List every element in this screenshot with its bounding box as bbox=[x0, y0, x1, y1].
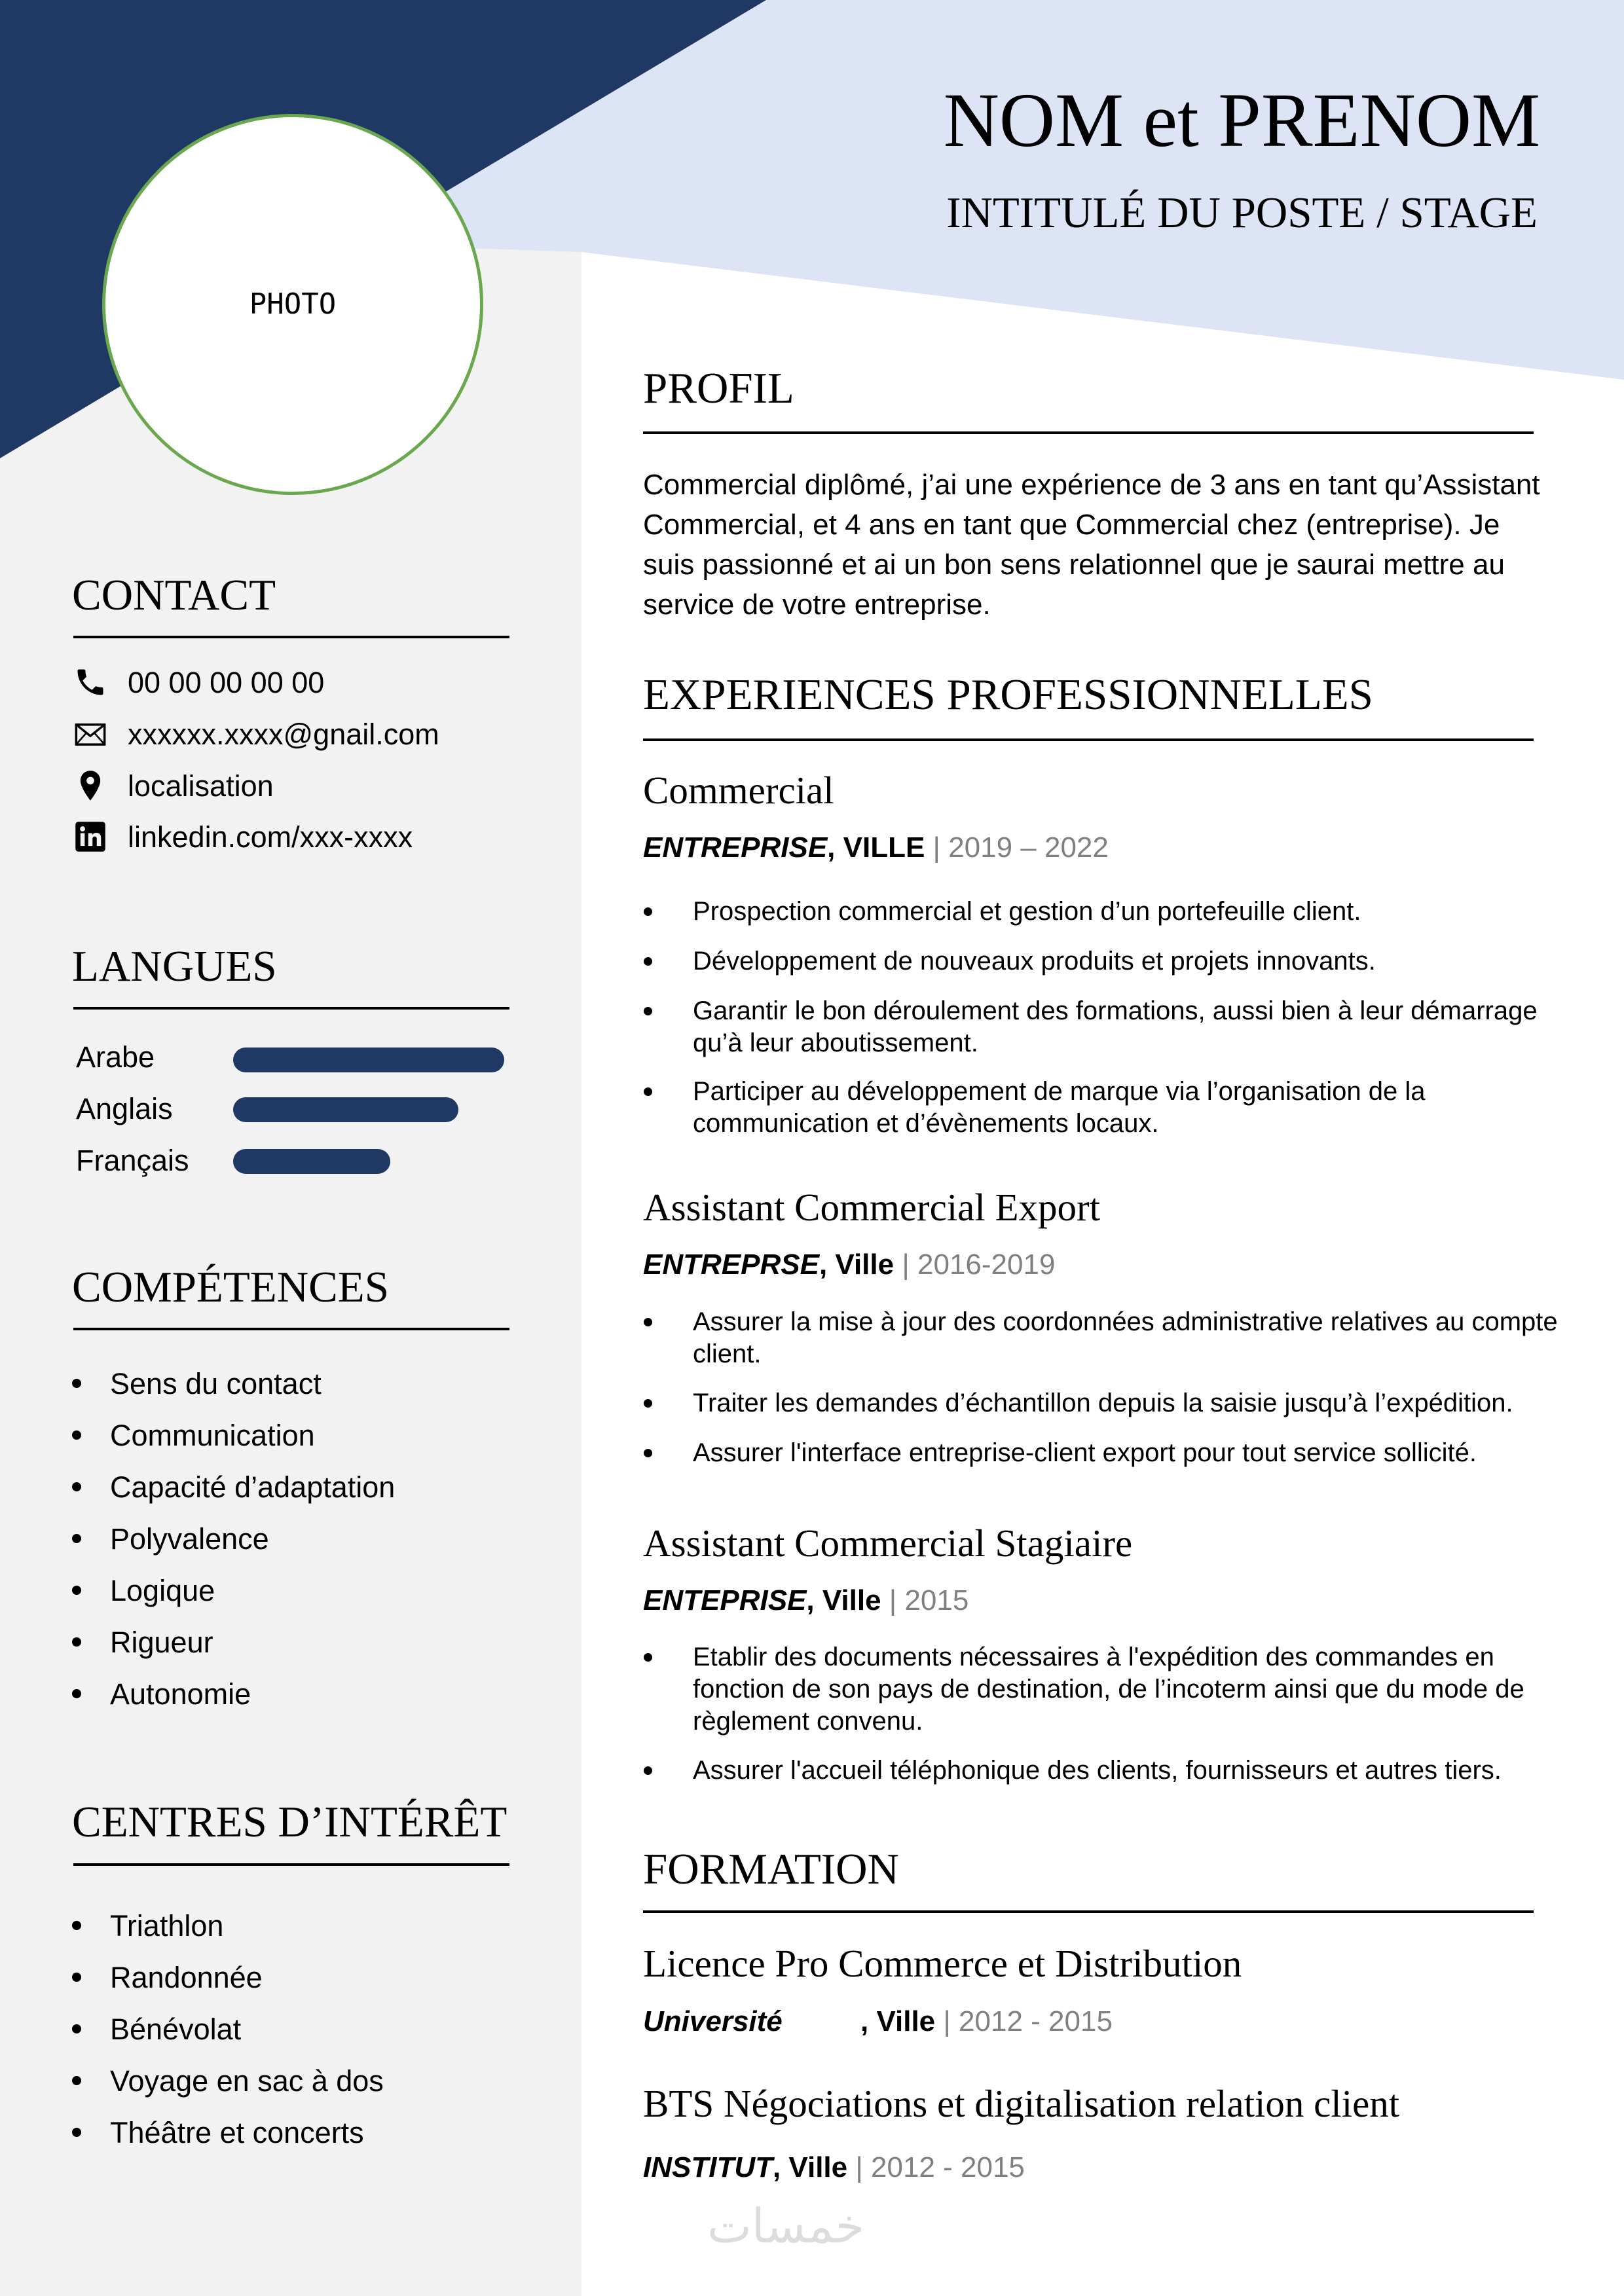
language-name: Français bbox=[76, 1144, 189, 1177]
skill-item: Logique bbox=[110, 1574, 215, 1607]
bullet-dot bbox=[72, 1430, 81, 1440]
job-task: Participer au développement de marque via l’organisation de la communication et d’évènements locaux. bbox=[693, 1077, 1426, 1138]
bullet-dot bbox=[72, 2024, 81, 2033]
skill-item: Sens du contact bbox=[110, 1367, 322, 1400]
company-city: , Ville bbox=[819, 1248, 895, 1281]
skill-item: Rigueur bbox=[110, 1626, 213, 1659]
job-task: Assurer la mise à jour des coordonnées administrative relatives au compte client. bbox=[693, 1307, 1558, 1368]
profile-text: Commercial diplômé, j’ai une expérience de 3 ans en tant qu’Assistant Commercial, et 4 ans en tant que Commercial chez (entreprise). Je suis passionné et ai un bon sens relationnel que je saurai mettre au service de votre entreprise. bbox=[643, 469, 1540, 621]
skill-item: Communication bbox=[110, 1419, 315, 1452]
bullet-dot bbox=[644, 1766, 652, 1775]
linkedin-icon bbox=[73, 820, 107, 854]
candidate-name: NOM et PRENOM bbox=[943, 77, 1540, 163]
languages-heading: LANGUES bbox=[72, 942, 277, 991]
education-heading: FORMATION bbox=[643, 1845, 899, 1893]
contact-heading: CONTACT bbox=[72, 571, 276, 619]
company-name: ENTREPRSE bbox=[643, 1248, 819, 1281]
separator: | bbox=[847, 2151, 872, 2183]
company-city: , VILLE bbox=[827, 831, 925, 864]
interest-item: Voyage en sac à dos bbox=[110, 2064, 384, 2098]
bullet-dot bbox=[644, 1653, 652, 1662]
language-name: Anglais bbox=[76, 1092, 173, 1125]
separator: | bbox=[925, 831, 949, 864]
bullet-dot bbox=[72, 1921, 81, 1930]
language-level-bar bbox=[233, 1097, 458, 1122]
degree-title: BTS Négociations et digitalisation relation client bbox=[643, 2082, 1400, 2125]
job-dates: 2016-2019 bbox=[917, 1248, 1056, 1281]
profile-heading: PROFIL bbox=[643, 364, 794, 412]
job-task: Traiter les demandes d’échantillon depuis la saisie jusqu’à l’expédition. bbox=[693, 1389, 1513, 1417]
bullet-dot bbox=[72, 1534, 81, 1543]
bullet-dot bbox=[72, 2076, 81, 2085]
job-position-title: Assistant Commercial Export bbox=[643, 1186, 1101, 1229]
company-city: , Ville bbox=[806, 1584, 881, 1616]
job-task: Assurer l'interface entreprise-client export pour tout service sollicité. bbox=[693, 1438, 1477, 1467]
contact-linkedin: linkedin.com/xxx-xxxx bbox=[128, 820, 413, 854]
bullet-dot bbox=[72, 1379, 81, 1388]
photo-label: PHOTO bbox=[249, 287, 337, 321]
bullet-dot bbox=[644, 1449, 652, 1457]
education-dates: 2012 - 2015 bbox=[959, 2005, 1113, 2037]
job-task: Etablir des documents nécessaires à l'expédition des commandes en fonction de son pays de destination, de l’incoterm ainsi que du mode de règlement convenu. bbox=[693, 1643, 1524, 1736]
bullet-dot bbox=[72, 1637, 81, 1647]
job-title: INTITULÉ DU POSTE / STAGE bbox=[946, 189, 1538, 237]
separator: | bbox=[881, 1584, 905, 1616]
job-position-title: Commercial bbox=[643, 769, 834, 812]
job-position-title: Assistant Commercial Stagiaire bbox=[643, 1522, 1133, 1565]
job-company-line bbox=[643, 1586, 969, 1615]
location-pin-icon bbox=[73, 769, 107, 803]
contact-divider bbox=[73, 636, 509, 638]
bullet-dot bbox=[644, 1399, 652, 1408]
education-divider bbox=[643, 1910, 1534, 1913]
skills-divider bbox=[73, 1328, 509, 1330]
school-name: Université bbox=[643, 2005, 783, 2037]
degree-title: Licence Pro Commerce et Distribution bbox=[643, 1942, 1242, 1985]
job-task: Assurer l'accueil téléphonique des clients, fournisseurs et autres tiers. bbox=[693, 1756, 1502, 1785]
job-task: Garantir le bon déroulement des formations, aussi bien à leur démarrage qu’à leur aboutissement. bbox=[693, 996, 1538, 1057]
language-level-bar bbox=[233, 1048, 504, 1072]
language-level-track bbox=[233, 1097, 504, 1122]
school-name: INSTITUT bbox=[643, 2151, 773, 2183]
experience-heading: EXPERIENCES PROFESSIONNELLES bbox=[643, 670, 1373, 719]
skill-item: Capacité d’adaptation bbox=[110, 1470, 396, 1504]
bullet-dot bbox=[72, 1482, 81, 1491]
skills-heading: COMPÉTENCES bbox=[72, 1263, 389, 1311]
language-level-track bbox=[233, 1149, 504, 1174]
bullet-dot bbox=[644, 1087, 652, 1096]
watermark-logo: خمسات bbox=[707, 2200, 865, 2253]
education-school-line bbox=[643, 2153, 1025, 2182]
company-name: ENTREPRISE bbox=[643, 831, 828, 864]
contact-location: localisation bbox=[128, 769, 274, 803]
job-company-line bbox=[643, 1250, 1055, 1279]
interest-item: Randonnée bbox=[110, 1961, 263, 1994]
interests-divider bbox=[73, 1863, 509, 1866]
language-level-track bbox=[233, 1048, 504, 1072]
skill-item: Polyvalence bbox=[110, 1522, 269, 1556]
separator: | bbox=[935, 2005, 959, 2037]
company-name: ENTEPRISE bbox=[643, 1584, 807, 1616]
bullet-dot bbox=[72, 1973, 81, 1982]
separator: | bbox=[894, 1248, 917, 1281]
job-task: Prospection commercial et gestion d’un portefeuille client. bbox=[693, 897, 1361, 926]
job-task: Développement de nouveaux produits et projets innovants. bbox=[693, 947, 1376, 975]
bullet-dot bbox=[644, 1007, 652, 1015]
contact-phone: 00 00 00 00 00 bbox=[128, 666, 325, 699]
bullet-dot bbox=[72, 1586, 81, 1595]
phone-icon bbox=[73, 665, 107, 699]
interest-item: Triathlon bbox=[110, 1909, 224, 1942]
profile-divider bbox=[643, 431, 1534, 434]
job-company-line bbox=[643, 833, 1109, 862]
education-school-line bbox=[643, 2007, 1113, 2036]
interests-heading: CENTRES D’INTÉRÊT bbox=[72, 1798, 507, 1846]
job-dates: 2015 bbox=[904, 1584, 969, 1616]
contact-email: xxxxxx.xxxx@gnail.com bbox=[128, 718, 439, 751]
mail-icon bbox=[73, 718, 107, 752]
school-city: , Ville bbox=[860, 2005, 936, 2037]
bullet-dot bbox=[644, 907, 652, 916]
bullet-dot bbox=[72, 1689, 81, 1698]
language-level-bar bbox=[233, 1149, 390, 1174]
bullet-dot bbox=[644, 957, 652, 966]
skill-item: Autonomie bbox=[110, 1677, 251, 1711]
experience-divider bbox=[643, 738, 1534, 741]
education-dates: 2012 - 2015 bbox=[871, 2151, 1025, 2183]
interest-item: Théâtre et concerts bbox=[110, 2116, 364, 2149]
bullet-dot bbox=[72, 2128, 81, 2137]
bullet-dot bbox=[644, 1318, 652, 1326]
school-city: , Ville bbox=[772, 2151, 848, 2183]
languages-divider bbox=[73, 1007, 509, 1010]
job-dates: 2019 – 2022 bbox=[948, 831, 1109, 864]
interest-item: Bénévolat bbox=[110, 2013, 242, 2046]
language-name: Arabe bbox=[76, 1040, 155, 1074]
